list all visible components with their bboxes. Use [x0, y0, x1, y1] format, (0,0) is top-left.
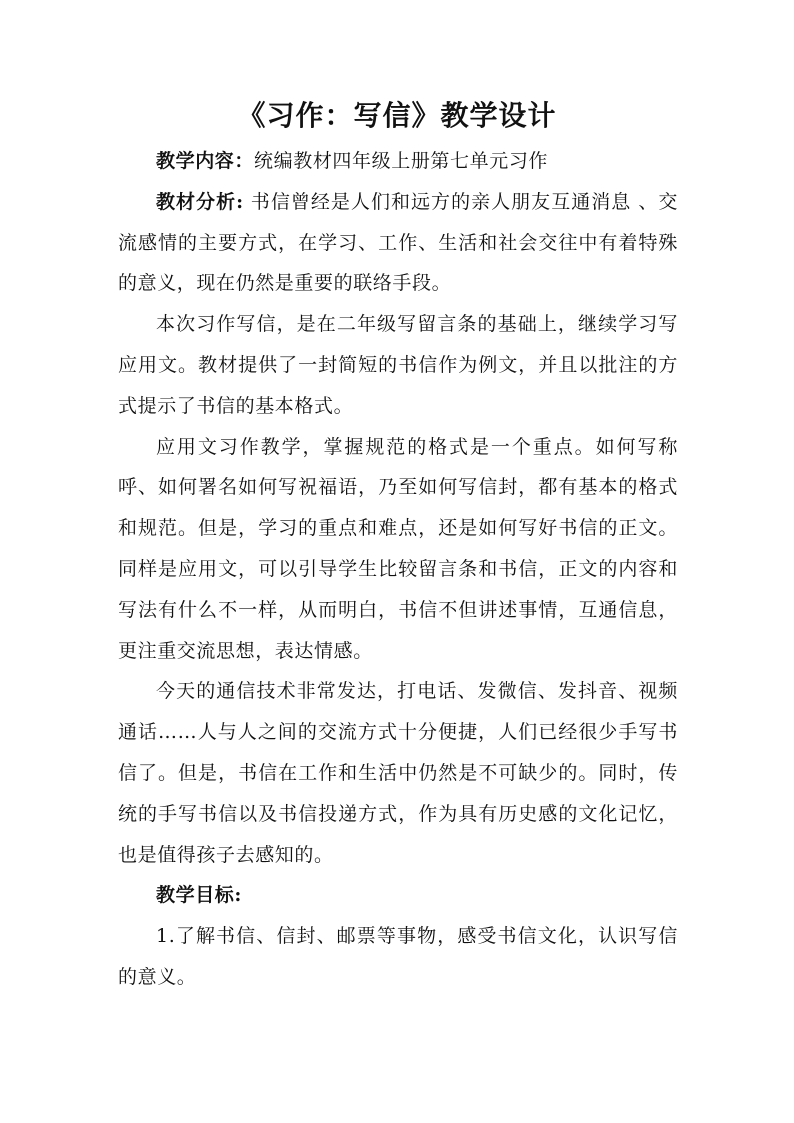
body-paragraph-3: 今天的通信技术非常发达，打电话、发微信、发抖音、视频通话……人与人之间的交流方式十分便捷，人们已经很少手写书信了。但是，书信在工作和生活中仍然是不可缺少的。同时，传统的手写书信以及书信投递方式，作为具有历史感的文化记忆，也是值得孩子去感知的。: [118, 680, 678, 866]
teaching-goals-heading: [118, 875, 678, 916]
material-analysis-paragraph: [118, 182, 678, 304]
body-paragraph-2: 应用文习作教学，掌握规范的格式是一个重点。如何写称呼、如何署名如何写祝福语，乃至如何写信封，都有基本的格式和规范。但是，学习的重点和难点，还是如何写好书信的正文。同样是应用文，可以引导学生比较留言条和书信，正文的内容和写法有什么不一样，从而明白，书信不但讲述事情，互通信息，更注重交流思想，表达情感。: [118, 435, 678, 662]
document-body: [118, 141, 678, 998]
document-title: 《习作：写信》教学设计: [237, 99, 557, 132]
material-analysis-text: 书信曾经是人们和远方的亲人朋友互通消息 、交流感情的主要方式，在学习、工作、生活和社会交往中有着特殊的意义，现在仍然是重要的联络手段。: [118, 190, 679, 295]
teaching-goal-1: 1.了解书信、信封、邮票等事物，感受书信文化，认识写信的意义。: [118, 925, 678, 988]
teaching-content-label: 教学内容：: [156, 150, 255, 172]
material-analysis-label: 教材分析:: [156, 190, 244, 213]
teaching-content-paragraph: [118, 141, 678, 182]
body-paragraph-1: 本次习作写信，是在二年级写留言条的基础上，继续学习写应用文。教材提供了一封简短的书信作为例文，并且以批注的方式提示了书信的基本格式。: [118, 313, 678, 417]
teaching-content-text: 统编教材四年级上册第七单元习作: [254, 150, 549, 172]
teaching-goals-label: 教学目标:: [156, 884, 243, 907]
